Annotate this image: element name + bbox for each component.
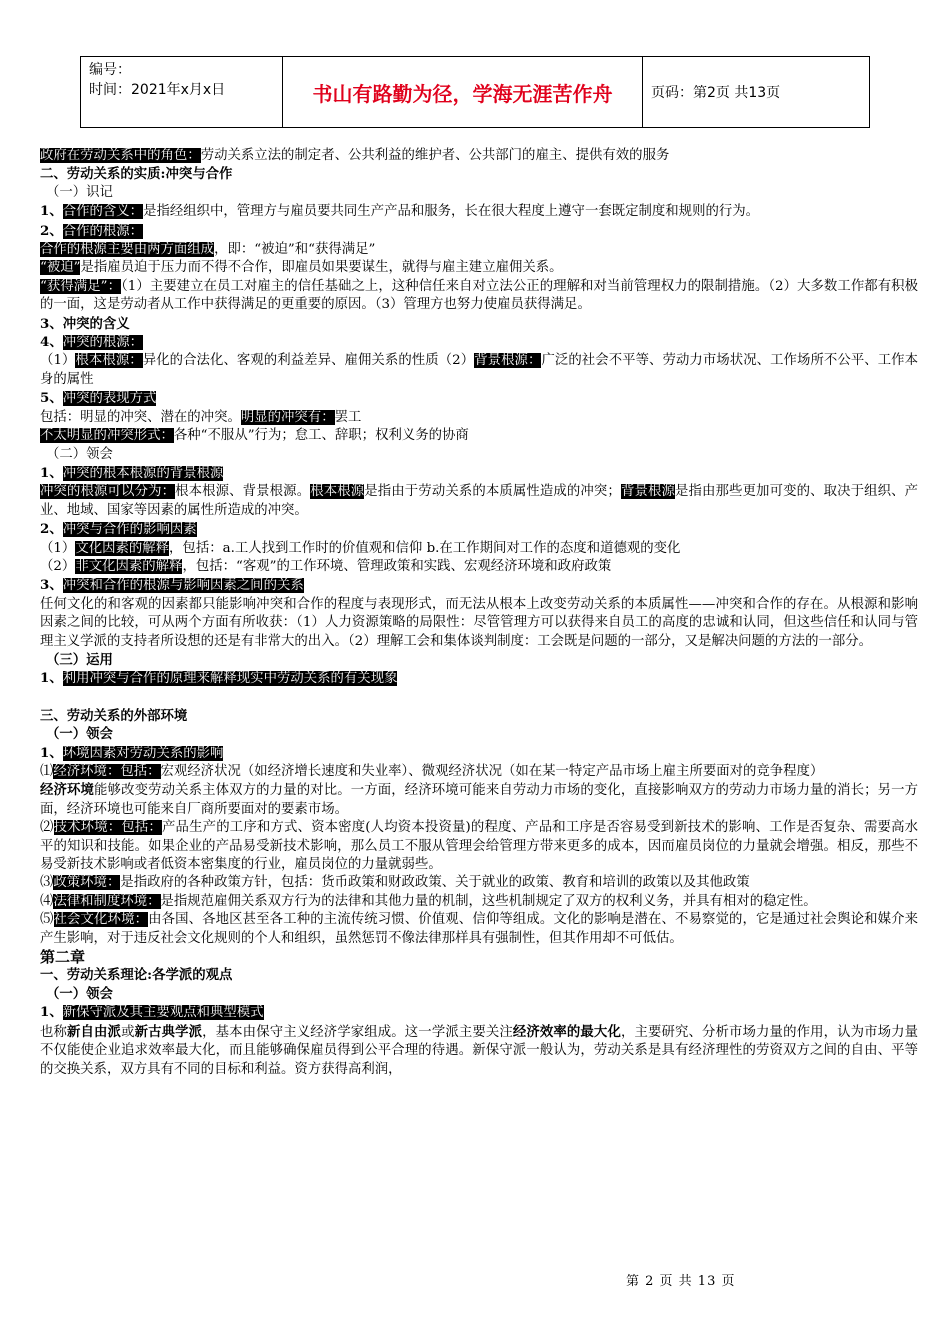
paragraph-text: ⑶: [40, 875, 54, 891]
paragraph-text: 是指由那些更加可变的、取决于组织、产业、地域、国家等因素的属性所造成的冲突。: [40, 484, 919, 518]
highlight-term: 合作的含义：: [62, 204, 144, 220]
highlight-term: 技术环境：包括：: [53, 820, 162, 836]
paragraph-text: （1）主要建立在员工对雇主的信任基础之上，这种信任来自对立法公正的理解和对当前管理权力的限制措施。（2）大多数工作都有积极的一面，这是劳动者从工作中获得满足的更重要的原因。（3）管理方也努力使雇员获得满足。: [40, 278, 918, 313]
subsection-heading: （二）领会: [46, 446, 113, 462]
document-number-label: 编号：: [89, 62, 131, 78]
paragraph: [40, 576, 918, 595]
paragraph-text: 产品生产的工序和方式、资本密度(人均资本投资量)的程度、产品和工序是否容易受到新技术的影响、工作是否复杂、需要高水平的知识和技能。如果企业的产品易受新技术影响，那么员工不服从管理会给管理方带来更多的成本，因而雇员岗位的力量就会增强。相反，那些不易受新技术影响或者低资本密集度的行业，雇员岗位的力量就弱些。: [40, 820, 919, 873]
spacer: [40, 689, 918, 707]
highlight-term: 根本根源：: [75, 353, 143, 369]
highlight-term: 社会文化环境：: [53, 912, 149, 928]
paragraph: [40, 483, 918, 520]
page-footer: 第 2 页 共 13 页: [626, 1274, 736, 1289]
item-number: 2、: [40, 222, 63, 239]
highlight-term: 政府在劳动关系中的角色：: [40, 148, 201, 163]
section-heading: 二、劳动关系的实质:冲突与合作: [40, 166, 233, 183]
item-number: 1、: [40, 1004, 63, 1021]
paragraph-text: 是指规范雇佣关系双方行为的法律和其他力量的机制，这些机制规定了双方的权利义务，并具有相对的稳定性。: [160, 893, 817, 909]
paragraph-text: 是指政府的各种政策方针，包括：货币政策和财政政策、关于就业的政策、教育和培训的政策以及其他政策: [120, 875, 750, 891]
highlight-term: 环境因素对劳动关系的影响: [62, 745, 224, 761]
paragraph: [40, 278, 918, 315]
highlight-term: 冲突与合作的影响因素: [62, 522, 197, 538]
paragraph: [40, 744, 918, 763]
item-number: 1、: [40, 670, 63, 687]
paragraph-text: （1）: [40, 353, 76, 369]
header-table: [80, 56, 870, 128]
highlight-term: 合作的根源主要由两方面组成: [40, 242, 215, 258]
highlight-term: “获得满足”：: [40, 278, 122, 294]
item-number: 1、: [40, 464, 63, 481]
highlight-term: 非文化因素的解释: [75, 558, 183, 574]
header-meta: [81, 57, 283, 127]
paragraph: [40, 540, 918, 558]
highlight-term: “被迫”: [40, 260, 81, 276]
subsection-heading: （一）领会: [46, 985, 113, 1002]
highlight-term: 背景根源：: [474, 353, 542, 369]
paragraph-text: 或: [121, 1024, 135, 1040]
highlight-term: 合作的根源：: [62, 223, 144, 239]
paragraph: [40, 874, 918, 892]
paragraph: [40, 763, 918, 781]
item-number: 1、: [40, 744, 63, 761]
bold-term: 经济效率的最大化: [512, 1023, 621, 1040]
paragraph: [40, 1023, 918, 1079]
highlight-term: 明显的冲突有：: [240, 409, 335, 425]
subsection-heading: （一）领会: [46, 726, 113, 743]
paragraph-text: 由各国、各地区甚至各工种的主流传统习惯、价值观、信仰等组成。文化的影响是潜在、不易察觉的，它是通过社会舆论和媒介来产生影响，对于违反社会文化规则的个人和组织，虽然惩罚不像法律那样具有强制性，但其作用却不可低估。: [40, 912, 919, 946]
paragraph-text: ，包括：a.工人找到工作时的价值观和信仰 b.在工作期间对工作的态度和道德观的变化: [169, 540, 681, 556]
paragraph: 任何文化的和客观的因素都只能影响冲突和合作的程度与表现形式，而无法从根本上改变劳动关系的本质属性——冲突和合作的存在。从根源和影响因素之间的比较，可从两个方面有所收获：（1）人力资源策略的局限性：尽管管理方可以获得来自员工的高度的忠诚和认同，但这些信任和认同与管理主义学派的支持者所设想的还是有非常大的出入。（2）理解工会和集体谈判制度：工会既是问题的一部分，又是解决问题的方法的一部分。: [40, 596, 918, 649]
header-page-label: 页码：第2页 共13页: [651, 85, 781, 101]
highlight-term: 根本根源: [310, 484, 365, 500]
paragraph-text: 是指经组织中，管理方与雇员要共同生产产品和服务，长在很大程度上遵守一套既定制度和规则的行为。: [143, 204, 760, 220]
highlight-term: 冲突的根本根源的背景根源: [62, 465, 224, 481]
item-number: 2、: [40, 521, 63, 538]
item-number: 3、: [40, 577, 63, 594]
paragraph-text: ，基本由保守主义经济学家组成。这一学派主要关注: [202, 1024, 513, 1040]
bold-term: 新自由派: [67, 1023, 122, 1040]
paragraph: [40, 558, 918, 576]
paragraph: [40, 409, 918, 427]
highlight-term: 冲突的表现方式: [62, 391, 157, 407]
section-heading: 一、劳动关系理论:各学派的观点: [40, 967, 233, 984]
paragraph-text: 罢工: [334, 409, 362, 425]
paragraph-text: ，即：“被迫”和“获得满足”: [214, 242, 376, 258]
paragraph: [40, 241, 918, 259]
paragraph: [40, 333, 918, 352]
paragraph-text: 是指由于劳动关系的本质属性造成的冲突；: [364, 484, 621, 500]
paragraph-text: 包括：明显的冲突、潜在的冲突。: [40, 409, 241, 425]
paragraph-text: ⑵: [40, 820, 54, 836]
paragraph: [40, 202, 918, 221]
paragraph-text: 劳动关系立法的制定者、公共利益的维护者、公共部门的雇主、提供有效的服务: [200, 148, 670, 163]
paragraph-text: （1）: [40, 540, 76, 556]
paragraph-text: 广泛的社会不平等、劳动力市场状况、工作场所不公平、工作本身的属性: [40, 353, 919, 387]
paragraph: [40, 222, 918, 241]
document-body: [40, 147, 918, 1079]
paragraph: [40, 389, 918, 408]
paragraph: [40, 352, 918, 389]
chapter-heading: 第二章: [40, 948, 86, 967]
item-number: 5、: [40, 390, 63, 407]
document-time-label: 时间：2021年x月x日: [89, 82, 226, 98]
highlight-term: 冲突的根源可以分为：: [40, 484, 176, 500]
bold-term: 经济环境: [40, 782, 95, 799]
paragraph: [40, 669, 918, 688]
item-number: 1、: [40, 203, 63, 220]
paragraph: [40, 464, 918, 483]
paragraph-text: 是指雇员迫于压力而不得不合作，即雇员如果要谋生，就得与雇主建立雇佣关系。: [80, 260, 563, 276]
item-heading: 3、冲突的含义: [40, 315, 130, 332]
paragraph: [40, 427, 918, 445]
subsection-heading: （一）识记: [46, 184, 113, 200]
paragraph: [40, 893, 918, 911]
paragraph-text: 异化的合法化、客观的利益差异、雇佣关系的性质（2）: [142, 353, 475, 369]
paragraph-text: 各种“不服从”行为；怠工、辞职；权利义务的协商: [173, 428, 469, 444]
paragraph: [40, 1003, 918, 1022]
paragraph-text: ⑴: [40, 764, 54, 779]
highlight-term: 政策环境：: [53, 875, 121, 891]
highlight-term: 背景根源: [620, 484, 675, 500]
paragraph-text: 根本根源、背景根源。: [175, 484, 311, 500]
paragraph-text: ⑸: [40, 912, 54, 928]
paragraph-text: 能够改变劳动关系主体双方的力量的对比。一方面，经济环境可能来自劳动力市场的变化，直接影响双方的劳动力市场力量的消长；另一方面，经济环境也可能来自厂商所要面对的要素市场。: [40, 783, 919, 817]
bold-term: 新古典学派: [134, 1023, 203, 1040]
highlight-term: 新保守派及其主要观点和典型模式: [62, 1005, 264, 1021]
section-heading: 三、劳动关系的外部环境: [40, 707, 188, 724]
paragraph-text: 宏观经济状况（如经济增长速度和失业率）、微观经济状况（如在某一特定产品市场上雇主所要面对的竞争程度）: [160, 764, 824, 779]
paragraph: [40, 781, 918, 819]
paragraph-text: ，主要研究、分析市场力量的作用，认为市场力量不仅能使企业追求效率最大化，而且能够确保雇员得到公平合理的待遇。新保守派一般认为，劳动关系是具有经济理性的劳资双方之间的自由、平等的交换关系，双方具有不同的目标和利益。资方获得高利润，: [40, 1024, 919, 1077]
paragraph-text: ⑷: [40, 893, 54, 909]
paragraph-text: ，包括：“客观”的工作环境、管理政策和实践、宏观经济环境和政府政策: [182, 558, 612, 574]
header-motto: 书山有路勤为径，学海无涯苦作舟: [283, 57, 643, 127]
paragraph: [40, 147, 918, 165]
paragraph: [40, 819, 918, 874]
paragraph: [40, 911, 918, 948]
paragraph-text: （2）: [40, 558, 76, 574]
highlight-term: 不太明显的冲突形式：: [40, 428, 174, 444]
item-number: 4、: [40, 334, 63, 351]
paragraph: [40, 520, 918, 539]
paragraph-text: 也称: [40, 1024, 68, 1040]
highlight-term: 利用冲突与合作的原理来解释现实中劳动关系的有关现象: [62, 671, 398, 687]
subsection-heading: （三）运用: [46, 651, 113, 668]
highlight-term: 经济环境：包括：: [53, 764, 161, 779]
paragraph: [40, 259, 918, 277]
highlight-term: 文化因素的解释: [75, 540, 170, 556]
highlight-term: 冲突的根源：: [62, 335, 144, 351]
highlight-term: 冲突和合作的根源与影响因素之间的关系: [62, 578, 304, 594]
highlight-term: 法律和制度环境：: [53, 893, 161, 909]
